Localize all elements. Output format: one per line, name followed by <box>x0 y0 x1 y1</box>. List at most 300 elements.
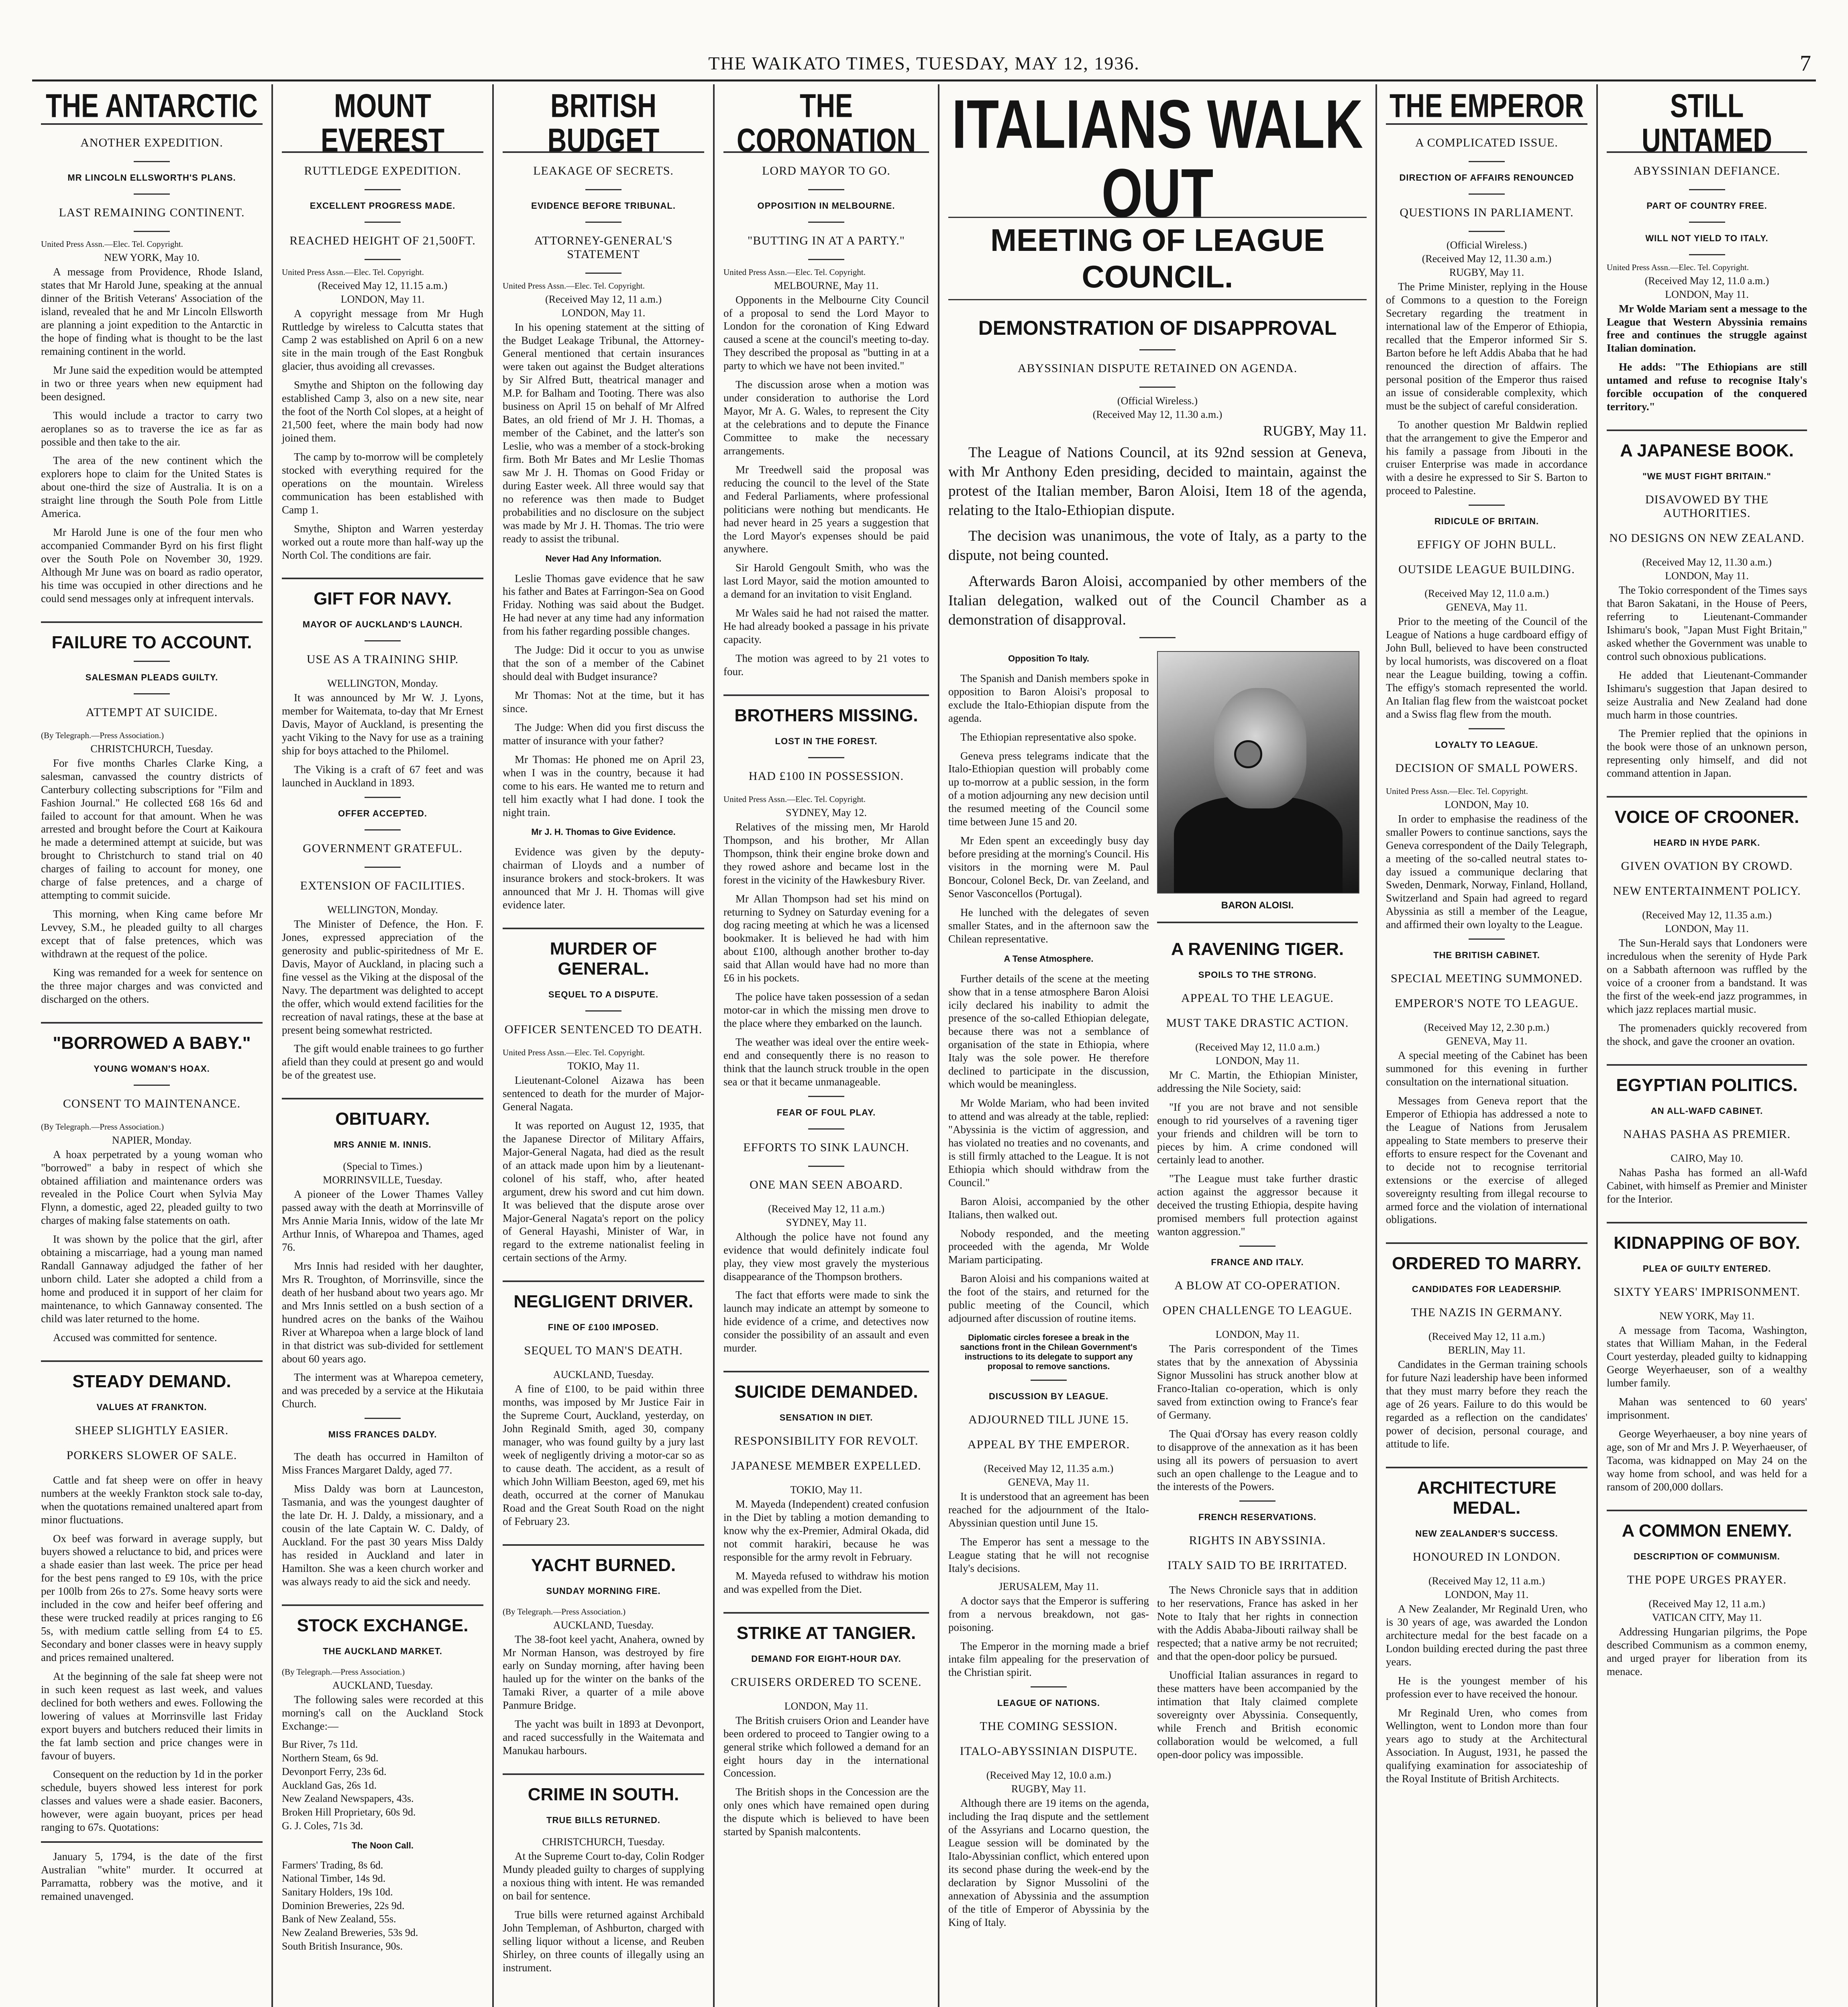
deck: NEW ENTERTAINMENT POLICY. <box>1613 884 1801 898</box>
deck: THE POPE URGES PRAYER. <box>1627 1573 1787 1586</box>
dateline: WELLINGTON, Monday. <box>327 678 438 690</box>
paragraph: Mr Wales said he had not raised the matter. He had already booked a passage in his private capacity. <box>723 607 929 646</box>
deck: YOUNG WOMAN'S HOAX. <box>94 1063 210 1074</box>
column-untamed <box>1598 84 1816 2007</box>
headline-everest: MOUNT EVEREST <box>320 87 445 159</box>
paragraph: Mahan was sentenced to 60 years' imprisonment. <box>1607 1396 1807 1421</box>
paragraph: "The League must take further drastic action against the aggressor because it deceived the trusting Ethiopia, despite having promised members full protection against wanton aggression." <box>1157 1172 1358 1238</box>
paragraph: The News Chronicle says that in addition to her reservations, France has asked in her Note to Italy that her rights in connection with the Addis Ababa-Jibouti railway shall be respected; that a native army be not recruited; and that the open-door policy be pursued. <box>1157 1584 1358 1663</box>
dateline: NAPIER, Monday. <box>112 1134 192 1146</box>
deck: ITALO-ABYSSINIAN DISPUTE. <box>960 1744 1138 1758</box>
paragraph: The Spanish and Danish members spoke in opposition to Baron Aloisi's proposal to exclude the Italo-Ethiopian dispute from the agenda. <box>948 672 1149 724</box>
divider <box>1469 193 1505 195</box>
dateline: MORRINSVILLE, Tuesday. <box>322 1174 443 1186</box>
wire-credit: (By Telegraph.—Press Association.) <box>282 1667 405 1677</box>
paragraph: Mr Eden spent an exceedingly busy day before presiding at the morning's Council. His visitors in the morning were M. Paul Boncour, Colonel Beck, Dr. van Zeeland, and Senor Vasconcellos (Portugal). <box>948 835 1149 900</box>
paragraph: Baron Aloisi and his companions waited at the foot of the stairs, and returned for the public meeting of the Council, which adjourned after discussion of routine items. <box>948 1272 1149 1325</box>
deck: THE AUCKLAND MARKET. <box>323 1646 442 1656</box>
paragraph: Nobody responded, and the meeting proceeded with the agenda, Mr Wolde Mariam participating. <box>948 1227 1149 1266</box>
deck: LOYALTY TO LEAGUE. <box>1435 739 1538 750</box>
list-item: National Timber, 14s 9d. <box>282 1873 386 1885</box>
deck: REACHED HEIGHT OF 21,500FT. <box>289 234 476 247</box>
deck: NO DESIGNS ON NEW ZEALAND. <box>1609 531 1805 545</box>
received-line: (Received May 12, 11.0 a.m.) <box>1195 1041 1320 1053</box>
paragraph: Mrs Innis had resided with her daughter, Mrs R. Troughton, of Morrinsville, since the death of her husband about two years ago. Mr and Mrs Innis settled on a bush section of a hundred acres on the banks of the Waihou River at Wharepoa when a large block of land in that district was sub-divided for settlement about 60 years ago. <box>282 1260 483 1365</box>
received-line: (Received May 12, 11 a.m.) <box>1428 1575 1545 1587</box>
wire-credit: United Press Assn.—Elec. Tel. Copyright. <box>282 267 424 277</box>
paragraph: Evidence was given by the deputy-chairman of Lloyds and a number of insurance brokers and stock-brokers. It was announced that Mr J. H. Thomas will give evidence later. <box>503 846 704 911</box>
wire-credit: United Press Assn.—Elec. Tel. Copyright. <box>723 794 866 804</box>
divider <box>1139 349 1176 350</box>
dateline: JERUSALEM, May 11. <box>998 1580 1099 1592</box>
lead-paragraph: The League of Nations Council, at its 92nd session at Geneva, with Mr Anthony Eden presiding, decided to maintain, against the protest of the Italian member, Baron Aloisi, Item 18 of the agenda, relating to the Italo-Ethiopian dispute. <box>948 444 1367 519</box>
deck: RESPONSIBILITY FOR REVOLT. <box>734 1434 919 1448</box>
deck: DEMAND FOR EIGHT-HOUR DAY. <box>751 1653 901 1664</box>
deck: JAPANESE MEMBER EXPELLED. <box>731 1459 921 1473</box>
divider <box>808 757 844 758</box>
divider <box>365 867 401 868</box>
divider <box>808 1128 844 1130</box>
paragraph: Opponents in the Melbourne City Council of a proposal to send the Lord Mayor to London for the coronation of King Edward caused a scene at the council's meeting to-day. They described the proposal as "butting in at a party to which we have not been invited." <box>723 293 929 372</box>
paragraph: Miss Daldy was born at Launceston, Tasmania, and was the youngest daughter of the late Dr. H. J. Daldy, a missionary, and a cousin of the late Captain W. C. Daldy, of Auckland. For the past 30 years Miss Daldy has resided in Auckland and later in Hamilton. She was a keen church worker and was always ready to aid the sick and needy. <box>282 1483 483 1588</box>
dateline: AUCKLAND, Tuesday. <box>553 1369 654 1381</box>
deck: EFFIGY OF JOHN BULL. <box>1417 538 1557 552</box>
paragraph: Messages from Geneva report that the Emperor of Ethiopia has addressed a note to the League of Nations from Jerusalem appealing to State members to preserve their efforts to ensure respect for the Covenant and to decide not to recognise territorial extensions or the exercise of alleged sovereignty resulting from illegal recourse to armed force and the violation of international obligations. <box>1386 1095 1587 1226</box>
paragraph: The Ethiopian representative also spoke. <box>960 731 1137 743</box>
lead-story-split <box>948 645 1367 2007</box>
deck: DECISION OF SMALL POWERS. <box>1395 761 1578 775</box>
paragraph: Mr June said the expedition would be attempted in two or three years when new equipment had been designed. <box>41 364 263 403</box>
received-line: (Received May 12, 2.30 p.m.) <box>1424 1022 1549 1034</box>
paragraph: Accused was committed for sentence. <box>53 1331 217 1343</box>
deck: SPECIAL MEETING SUMMONED. <box>1390 972 1583 985</box>
deck: EVIDENCE BEFORE TRIBUNAL. <box>531 200 676 211</box>
dateline: GENEVA, May 11. <box>1008 1476 1090 1488</box>
dateline: SYDNEY, May 12. <box>786 806 867 818</box>
dateline: MELBOURNE, May 11. <box>774 279 879 291</box>
deck: GIVEN OVATION BY CROWD. <box>1621 859 1793 873</box>
deck: OPEN CHALLENGE TO LEAGUE. <box>1162 1304 1353 1317</box>
headline-emperor: THE EMPEROR <box>1389 87 1584 124</box>
deck: OFFER ACCEPTED. <box>338 808 427 819</box>
deck: QUESTIONS IN PARLIAMENT. <box>1400 206 1574 220</box>
story-headline: ORDERED TO MARRY. <box>1386 1242 1587 1274</box>
paragraph: The 38-foot keel yacht, Anahera, owned by Mr Norman Hanson, was destroyed by fire early on Sunday morning, after having been hauled up for the winter on the banks of the Tamaki River, a quarter of a mile above Panmure Bridge. <box>503 1633 704 1712</box>
paragraph: Relatives of the missing men, Mr Harold Thompson, and his brother, Mr Allan Thompson, think their engine broke down and they rowed ashore and became lost in the forest in the vicinity of the Hawkesbury River. <box>723 820 929 886</box>
paragraph: Smythe and Shipton on the following day established Camp 3, also on a new site, near the foot of the North Col slopes, at a height of 21,500 feet, where the main body had now joined them. <box>282 379 483 444</box>
paragraph: The Emperor has sent a message to the League stating that he will not recognise Italy's decisions. <box>948 1535 1149 1574</box>
paragraph: The British cruisers Orion and Leander have been ordered to proceed to Tangier owing to a general strike which followed a demand for an eight hours day in the international Concession. <box>723 1714 929 1779</box>
deck: SENSATION IN DIET. <box>779 1413 873 1423</box>
paragraph: The Viking is a craft of 67 feet and was launched in Auckland in 1893. <box>282 763 483 789</box>
deck: DISCUSSION BY LEAGUE. <box>988 1391 1109 1402</box>
divider <box>1239 1500 1275 1502</box>
deck: FRENCH RESERVATIONS. <box>1198 1512 1316 1523</box>
paragraph: A New Zealander, Mr Reginald Uren, who is 30 years of age, was awarded the London architecture medal for the best facade on a London building erected during the past three years. <box>1386 1602 1587 1668</box>
dateline: LONDON, May 11. <box>1665 570 1749 582</box>
received-line: (Received May 12, 11 a.m.) <box>768 1203 884 1215</box>
divider <box>1139 387 1176 388</box>
dateline: LONDON, May 11. <box>1215 1329 1300 1341</box>
story-headline: CRIME IN SOUTH. <box>503 1773 704 1805</box>
wire-credit: United Press Assn.—Elec. Tel. Copyright. <box>503 1048 645 1058</box>
deck: SUNDAY MORNING FIRE. <box>546 1586 661 1596</box>
dateline: BERLIN, May 11. <box>1448 1344 1526 1356</box>
dateline: AUCKLAND, Tuesday. <box>332 1679 433 1691</box>
paragraph: The Judge: Did it occur to you as unwise that the son of a member of the Cabinet should deal with Budget insurance? <box>503 644 704 683</box>
paragraph: The discussion arose when a motion was under consideration to authorise the Lord Mayor, Mr A. G. Wales, to represent the City at the celebrations and to depute the Finance Committee to make the necessary arrangements. <box>723 379 929 457</box>
paragraph: A message from Providence, Rhode Island, states that Mr Harold June, speaking at the annual dinner of the British Veterans' Association of the island, revealed that he and Mr Lincoln Ellsworth are planning a joint expedition to the Antarctic in the hope of finding what is thought to be the last remaining continent in the world. <box>41 266 263 357</box>
divider <box>1139 637 1176 638</box>
paragraph: The Quai d'Orsay has every reason coldly to disapprove of the annexation as it has been using all its powers of persuasion to avert such an open challenge to the League and to the interests of the Powers. <box>1157 1427 1358 1493</box>
paragraph: It was shown by the police that the girl, after obtaining a miscarriage, had a young man named Randall Gannaway adjudged the father of her unborn child. Later she adopted a child from a home and produced it in support of her claim for maintenance, to which Gannaway consented. The child was later returned to the home. <box>41 1233 263 1325</box>
received-line: (Received May 12, 10.0 a.m.) <box>986 1769 1111 1781</box>
headline-italians-walk-out: ITALIANS WALK OUT <box>952 85 1363 232</box>
deck: CANDIDATES FOR LEADERSHIP. <box>1412 1284 1562 1295</box>
divider <box>1239 1246 1275 1247</box>
deck: THE BRITISH CABINET. <box>1433 950 1540 961</box>
list-item: Dominion Breweries, 22s 9d. <box>282 1899 405 1911</box>
paragraph: George Weyerhaeuser, a boy nine years of age, son of Mr and Mrs J. P. Weyerhaeuser, of Tacoma, was kidnapped on May 24 on the way home from school, and was held for a ransom of 200,000 dollars. <box>1607 1428 1807 1493</box>
wire-credit: United Press Assn.—Elec. Tel. Copyright. <box>1607 262 1749 272</box>
deck: DIRECTION OF AFFAIRS RENOUNCED <box>1399 173 1574 183</box>
deck: NAHAS PASHA AS PREMIER. <box>1623 1127 1791 1141</box>
list-item: G. J. Coles, 71s 3d. <box>282 1820 363 1832</box>
deck: OUTSIDE LEAGUE BUILDING. <box>1398 563 1575 576</box>
paragraph: A special meeting of the Cabinet has been summoned for this evening in further consultation on the international situation. <box>1386 1049 1587 1088</box>
paragraph: The death has occurred in Hamilton of Miss Frances Margaret Daldy, aged 77. <box>282 1451 483 1476</box>
dateline: LONDON, May 11. <box>561 307 646 319</box>
paragraph: Candidates in the German training schools for future Nazi leadership have been informed that they must marry before they reach the age of 26 years. Failure to do this would be regarded as a reflection on the candidates' power of decision, personal courage, and attitude to life. <box>1386 1358 1587 1450</box>
dateline: LONDON, May 11. <box>1215 1054 1300 1067</box>
paragraph: The Sun-Herald says that Londoners were incredulous when the serenity of Hyde Park on a Sabbath afternoon was ruffled by the voice of a crooner from a bandstand. It was the first of the week-end jazz programmes, in which jazz replaces martial music. <box>1607 937 1807 1015</box>
dateline: RUGBY, May 11. <box>1449 267 1524 279</box>
deck: SPOILS TO THE STRONG. <box>1198 969 1317 980</box>
divider <box>1689 222 1725 223</box>
paragraph: Lieutenant-Colonel Aizawa has been sentenced to death for the murder of Major-General Nagata. <box>503 1074 704 1113</box>
lead-paragraph: Afterwards Baron Aloisi, accompanied by other members of the Italian delegation, walked out of the Council Chamber as a demonstration of disapproval. <box>948 573 1367 628</box>
dateline: GENEVA, May 11. <box>1446 1035 1528 1047</box>
paragraph: Consequent on the reduction by 1d in the porker schedule, buyers showed less interest for pork classes and values were a shade easier. Baconers, however, were again buoyant, prices per head ranging to 67s. Quotations: <box>41 1768 263 1834</box>
paragraph: This morning, when King came before Mr Levvey, S.M., he pleaded guilty to all charges except that of false pretences, which was withdrawn at the request of the police. <box>41 908 263 960</box>
dateline: LONDON, May 11. <box>340 293 425 305</box>
divider <box>1031 1380 1067 1381</box>
paragraph: A copyright message from Mr Hugh Ruttledge by wireless to Calcutta states that Camp 2 was established on April 6 on a new site in the main trough of the East Rongbuk glacier, thus avoiding all crevasses. <box>282 307 483 372</box>
story-headline: EGYPTIAN POLITICS. <box>1607 1064 1807 1095</box>
deck: OPPOSITION IN MELBOURNE. <box>757 200 895 211</box>
deck: SHEEP SLIGHTLY EASIER. <box>75 1423 229 1437</box>
paragraph: Mr Wolde Mariam, who had been invited to attend and was already at the table, replied: "Abyssinia is the victim of aggression, and has violated no treaties and no covenants, and is still firmly attached to the League. It is not Ethiopia which should withdraw from the Council." <box>948 1097 1149 1189</box>
dateline: WELLINGTON, Monday. <box>327 904 438 916</box>
wire-credit: United Press Assn.—Elec. Tel. Copyright. <box>503 281 645 291</box>
paragraph: Mr Thomas: Not at the time, but it has since. <box>503 689 704 714</box>
paragraph: The Emperor in the morning made a brief intake film appealing for the preservation of the Christian spirit. <box>948 1640 1149 1679</box>
subhead: Mr J. H. Thomas to Give Evidence. <box>531 827 676 837</box>
dateline: LONDON, May 11. <box>1445 1588 1529 1600</box>
paragraph: Mr Harold June is one of the four men who accompanied Commander Byrd on his first flight over the South Pole on November 30, 1929. Although Mr June was on board as radio operator, his time was occupied in other directions and he could send messages only at infrequent intervals. <box>41 526 263 605</box>
deck: EXCELLENT PROGRESS MADE. <box>310 200 456 211</box>
paragraph: Mr Wolde Mariam sent a message to the League that Western Abyssinia remains free and continues the struggle against Italian domination. <box>1607 302 1807 354</box>
divider <box>365 640 401 641</box>
deck: FINE OF £100 IMPOSED. <box>548 1322 659 1333</box>
paragraph: The Judge: When did you first discuss the matter of insurance with your father? <box>503 721 704 747</box>
deck: WILL NOT YIELD TO ITALY. <box>1645 233 1769 243</box>
list-item: Broken Hill Proprietary, 60s 9d. <box>282 1806 416 1818</box>
deck: LOST IN THE FOREST. <box>775 736 878 746</box>
paragraph: A message from Tacoma, Washington, states that William Mahan, in the Federal Court yesterday, pleaded guilty to kidnapping George Weyerhaeuser, son of a wealthy lumber family. <box>1607 1324 1807 1389</box>
deck: ABYSSINIAN DEFIANCE. <box>1633 164 1780 177</box>
headline-coronation: THE CORONATION <box>736 87 916 159</box>
paragraph: He added that Lieutenant-Commander Ishimaru's suggestion that Japan desired to seize Australia and New Zealand had done much harm in those countries. <box>1607 669 1807 721</box>
deck: SALESMAN PLEADS GUILTY. <box>85 672 218 682</box>
paragraph: Although there are 19 items on the agenda, including the Iraq dispute and the settlement of the Assyrians and Locarno question, the League session will be dominated by the Italo-Abyssinian conflict, which entered upon its second phase during the week-end by the declaration by Signor Mussolini of the annexation of Abyssinia and the assumption of the title of Emperor of Abyssinia by the King of Italy. <box>948 1797 1149 1928</box>
subhead: Opposition To Italy. <box>1008 653 1090 664</box>
deck: THE NAZIS IN GERMANY. <box>1411 1306 1563 1319</box>
headline-antarctic: THE ANTARCTIC <box>46 87 258 124</box>
paragraph: It was reported on August 12, 1935, that the Japanese Director of Military Affairs, Major-General Nagata, had died as the result of an attack made upon him by a lieutenant-colonel of his staff, who, after heated argument, drew his sword and cut him down. It was believed that the dispute arose over Major-General Nagata's report on the policy of General Hayashi, Minister of War, in regard to the extreme nationalist feeling in certain sections of the Army. <box>503 1119 704 1264</box>
divider <box>134 161 170 162</box>
paragraph: A pioneer of the Lower Thames Valley passed away with the death at Morrinsville of Mrs Annie Maria Innis, widow of the late Mr Arthur Innis, of Wharepoa and Thames, aged 76. <box>282 1188 483 1254</box>
paragraph: Mr C. Martin, the Ethiopian Minister, addressing the Nile Society, said: <box>1157 1069 1358 1094</box>
lead-story-right <box>1157 645 1358 1767</box>
paragraph: Nahas Pasha has formed an all-Wafd Cabinet, with himself as Premier and Minister for the Interior. <box>1607 1166 1807 1205</box>
dateline: CHRISTCHURCH, Tuesday. <box>542 1836 665 1848</box>
list-item: Farmers' Trading, 8s 6d. <box>282 1859 383 1871</box>
paragraph: It was announced by Mr W. J. Lyons, member for Waitemata, to-day that Mr Ernest Davis, Mayor of Auckland, is presenting the yacht Viking to the Navy for use as a training ship for boys attached to the Philomel. <box>282 692 483 757</box>
deck: LORD MAYOR TO GO. <box>762 164 890 177</box>
subheadline: DEMONSTRATION OF DISAPPROVAL <box>978 317 1337 339</box>
photo-baron-aloisi <box>1157 651 1359 894</box>
dateline: TOKIO, May 11. <box>567 1060 640 1072</box>
deck: SIXTY YEARS' IMPRISONMENT. <box>1614 1285 1800 1299</box>
paragraph: It is understood that an agreement has been reached for the adjournment of the Italo-Abyssinian question until June 15. <box>948 1490 1149 1529</box>
paragraph: The yacht was built in 1893 at Devonport, and raced successfully in the Waitemata and Manukau harbours. <box>503 1718 704 1757</box>
deck: TRUE BILLS RETURNED. <box>546 1815 660 1826</box>
list-item: South British Insurance, 90s. <box>282 1940 403 1952</box>
paragraph: The weather was ideal over the entire week-end and consequently there is no reason to think that the launch struck trouble in the open sea or that it became unmanageable. <box>723 1036 929 1088</box>
paragraph: In order to emphasise the readiness of the smaller Powers to continue sanctions, says the Geneva correspondent of the Daily Telegraph, a meeting of the so-called neutral states to-day issued a communique declaring that Sweden, Denmark, Norway, Finland, Holland, Switzerland and Spain had agreed to regard Abyssinia as still a member of the League, and affirmed their own loyalty to the League. <box>1386 812 1587 931</box>
masthead <box>32 47 1816 81</box>
divider <box>585 273 621 274</box>
wire-credit: (By Telegraph.—Press Association.) <box>503 1606 626 1616</box>
deck: EFFORTS TO SINK LAUNCH. <box>743 1140 909 1154</box>
paragraph: A doctor says that the Emperor is suffering from a nervous breakdown, not gas-poisoning. <box>948 1594 1149 1633</box>
paragraph: Addressing Hungarian pilgrims, the Pope described Communism as a common enemy, and urged prayer for liberation from its menace. <box>1607 1625 1807 1677</box>
newspaper-page <box>32 84 1816 2007</box>
story-headline: YACHT BURNED. <box>503 1544 704 1575</box>
divider <box>1469 728 1505 729</box>
divider <box>41 1841 263 1843</box>
paragraph: The fact that efforts were made to sink the launch may indicate an attempt by someone to hide evidence of a crime, and detectives now consider the possibility of an assault and even murder. <box>723 1289 929 1354</box>
wire-credit: (By Telegraph.—Press Association.) <box>41 1122 164 1132</box>
deck: LEAKAGE OF SECRETS. <box>533 164 674 177</box>
headline-budget: BRITISH BUDGET <box>547 87 660 159</box>
paragraph: Smythe, Shipton and Warren yesterday worked out a route more than half-way up the North Col. The conditions are fair. <box>282 522 483 561</box>
divider <box>365 1418 401 1419</box>
story-headline: A JAPANESE BOOK. <box>1607 429 1807 461</box>
received-line: (Received May 12, 11.30 a.m.) <box>1092 409 1222 420</box>
paragraph: The interment was at Wharepoa cemetery, and was preceded by a service at the Hikutaia Church. <box>282 1371 483 1410</box>
deck: ABYSSINIAN DISPUTE RETAINED ON AGENDA. <box>1017 362 1298 375</box>
paragraph: The Prime Minister, replying in the House of Commons to a question to the Foreign Secretary regarding the treatment in international law of the Emperor of Ethiopia, recalled that the Emperor informed Sir S. Barton before he left Addis Ababa that he had renounced the direction of affairs. The personal position of the Emperor thus raised an issue of considerable complexity, which must be the subject of careful consideration. <box>1386 281 1587 412</box>
deck: MRS ANNIE M. INNIS. <box>334 1140 432 1150</box>
divider <box>365 189 401 190</box>
deck: LAST REMAINING CONTINENT. <box>59 206 245 220</box>
paragraph: He lunched with the delegates of seven smaller States, and in the afternoon saw the Chilean representative. <box>948 906 1149 945</box>
dateline: SYDNEY, May 11. <box>786 1216 867 1228</box>
wire-credit: United Press Assn.—Elec. Tel. Copyright. <box>723 267 866 277</box>
list-item: Sanitary Holders, 19s 10d. <box>282 1886 393 1898</box>
story-headline: STRIKE AT TANGIER. <box>723 1612 929 1643</box>
paragraph: Mr Thomas: He phoned me on April 23, when I was in the country, because it had come to his ears. He wanted me to return and tell him exactly what I had done. I took the night train. <box>503 753 704 818</box>
received-line: (Received May 12, 11.0 a.m.) <box>1644 275 1769 287</box>
deck: RIGHTS IN ABYSSINIA. <box>1189 1534 1326 1547</box>
special-note: (Special to Times.) <box>343 1160 422 1172</box>
dateline: LONDON, May 11. <box>784 1700 868 1712</box>
deck: "WE MUST FIGHT BRITAIN." <box>1642 471 1771 482</box>
paragraph: True bills were returned against Archibald John Templeman, of Ashburton, charged with selling liquor without a license, and Reuben Shirley, on three counts of illegally using an instrument. <box>503 1908 704 1974</box>
deck: ANOTHER EXPEDITION. <box>80 136 223 150</box>
story-headline: ARCHITECTURE MEDAL. <box>1386 1467 1587 1518</box>
dateline: LONDON, May 11. <box>1665 923 1749 935</box>
dateline: CAIRO, May 10. <box>1671 1152 1743 1164</box>
paragraph: M. Mayeda (Independent) created confusion in the Diet by tabling a motion demanding to know why the ex-Premier, Admiral Okada, did not commit harakiri, because he was responsible for the army revolt in February. <box>723 1498 929 1563</box>
deck: FEAR OF FOUL PLAY. <box>776 1107 876 1117</box>
divider <box>365 797 401 798</box>
deck: EXTENSION OF FACILITIES. <box>300 879 465 893</box>
deck: A BLOW AT CO-OPERATION. <box>1174 1279 1341 1293</box>
wireless-note: (Official Wireless.) <box>1446 239 1527 251</box>
received-line: (Received May 12, 11.0 a.m.) <box>1424 588 1549 600</box>
received-line: (Received May 12, 11 a.m.) <box>1428 1331 1545 1343</box>
deck: DISAVOWED BY THE AUTHORITIES. <box>1645 493 1769 520</box>
paragraph: Cattle and fat sheep were on offer in heavy numbers at the weekly Frankton stock sale to-day, when the quotations remained unaltered apart from minor fluctuations. <box>41 1474 263 1526</box>
deck: APPEAL BY THE EMPEROR. <box>967 1438 1130 1451</box>
deck: GOVERNMENT GRATEFUL. <box>303 842 463 855</box>
divider <box>1689 254 1725 255</box>
deck: MISS FRANCES DALDY. <box>328 1429 437 1440</box>
divider <box>134 193 170 195</box>
paragraph: "If you are not brave and not sensible enough to rid yourselves of a ravening tiger your friends and children will be torn to pieces by him. A crime condoned will certainly lead to another. <box>1157 1101 1358 1166</box>
divider <box>808 1166 844 1167</box>
photo-coat <box>1174 796 1343 893</box>
dateline: LONDON, May 10. <box>1445 798 1529 810</box>
paragraph: To another question Mr Baldwin replied that the arrangement to give the Emperor and his family a passage from Jibouti in the cruiser Enterprise was made in accordance with a desire he expressed to Sir S. Barton to proceed to Palestine. <box>1386 418 1587 497</box>
paragraph: This would include a tractor to carry two aeroplanes so as to traverse the ice as far as possible and then take to the air. <box>41 409 263 448</box>
deck: HONOURED IN LONDON. <box>1412 1550 1561 1563</box>
paragraph: The following sales were recorded at this morning's call on the Auckland Stock Exchange:— <box>282 1693 483 1732</box>
deck: OFFICER SENTENCED TO DEATH. <box>504 1023 703 1036</box>
divider <box>134 1085 170 1086</box>
story-headline: BROTHERS MISSING. <box>723 694 929 726</box>
divider <box>365 259 401 260</box>
divider <box>134 661 170 662</box>
deck: PART OF COUNTRY FREE. <box>1646 200 1767 211</box>
deck: EMPEROR'S NOTE TO LEAGUE. <box>1395 997 1579 1010</box>
list-item: Bank of New Zealand, 55s. <box>282 1913 396 1925</box>
subhead: The Noon Call. <box>352 1840 414 1850</box>
divider <box>808 222 844 223</box>
deck: MAYOR OF AUCKLAND'S LAUNCH. <box>302 619 463 630</box>
paragraph: Unofficial Italian assurances in regard to these matters have been accompanied by the intimation that Italy claimed complete sovereignty over Abyssinia. Consequently, while French and British economic collaboration would be welcomed, a full open-door policy was impossible. <box>1157 1669 1358 1761</box>
deck: "BUTTING IN AT A PARTY." <box>747 234 905 247</box>
paragraph: Geneva press telegrams indicate that the Italo-Ethiopian question will probably come up to-morrow at a public session, in the form of a motion adjourning any new decision until the resumed meeting of the Council some time between June 15 and 20. <box>948 749 1149 828</box>
paragraph: The Tokio correspondent of the Times says that Baron Sakatani, in the House of Peers, referring to Lieutenant-Commander Ishimaru's book, "Japan Must Fight Britain," asked whether the Government was unable to control such obnoxious publications. <box>1607 584 1807 662</box>
dateline: NEW YORK, May 10. <box>104 252 200 264</box>
received-line: (Received May 12, 11 a.m.) <box>1648 1598 1765 1610</box>
paragraph: Mr Treedwell said the proposal was reducing the council to the level of the State and Federal Parliaments, where professional politicians were nothing but mendicants. He had never heard in 25 years a suggestion that the Lord Mayor's expenses should be paid anywhere. <box>723 463 929 555</box>
deck: THE COMING SESSION. <box>980 1720 1118 1733</box>
divider <box>808 189 844 190</box>
divider <box>365 222 401 223</box>
divider <box>585 189 621 190</box>
received-line: (Received May 12, 11.30 a.m.) <box>1642 556 1772 568</box>
paragraph: The Minister of Defence, the Hon. F. Jones, expressed appreciation of the generosity and public-spiritedness of Mr E. Davis, Mayor of Auckland, in placing such a fine vessel as the Viking at the disposal of the Navy. The department was delighted to accept the offer, which would extend facilities for the recreation of naval ratings, these at the base at present being somewhat restricted. <box>282 918 483 1036</box>
dateline: NEW YORK, May 11. <box>1659 1310 1754 1322</box>
photo-caption: BARON ALOISI. <box>1221 900 1294 911</box>
divider <box>1469 938 1505 940</box>
deck: NEW ZEALANDER'S SUCCESS. <box>1415 1528 1558 1539</box>
column-lead-story <box>939 84 1377 2007</box>
paragraph: He is the youngest member of his profession ever to have received the honour. <box>1386 1674 1587 1700</box>
story-headline: NEGLIGENT DRIVER. <box>503 1280 704 1312</box>
paragraph: A fine of £100, to be paid within three months, was imposed by Mr Justice Fair in the Supreme Court, Auckland, yesterday, on John Reginald Smith, aged 30, company manager, who was found guilty by a jury last week of negligently driving a motor-car so as to cause death. The accident, as a result of which John William Beeston, aged 69, met his death, occurred at the corner of Manukau Road and the Great South Road on the night of February 23. <box>503 1383 704 1527</box>
list-item: Devonport Ferry, 23s 6d. <box>282 1765 387 1777</box>
deck: RIDICULE OF BRITAIN. <box>1434 516 1539 527</box>
deck: MR LINCOLN ELLSWORTH'S PLANS. <box>67 173 236 183</box>
list-item: Northern Steam, 6s 9d. <box>282 1752 379 1764</box>
column-emperor <box>1377 84 1598 2007</box>
paragraph: Sir Harold Gengoult Smith, who was the last Lord Mayor, said the motion amounted to a demand for an invitation to visit England. <box>723 562 929 600</box>
story-headline: STEADY DEMAND. <box>41 1360 263 1392</box>
received-line: (Received May 12, 11.35 a.m.) <box>984 1463 1114 1475</box>
deck: VALUES AT FRANKTON. <box>96 1402 207 1412</box>
story-headline: MURDER OF GENERAL. <box>503 928 704 979</box>
divider <box>808 1096 844 1097</box>
paragraph: In his opening statement at the sitting of the Budget Leakage Tribunal, the Attorney-General mentioned that certain insurances were taken out against the Budget alterations by Sir Alfred Butt, theatrical manager and M.P. for Balham and Tooting. There was also business on April 15 on behalf of Mr Alfred Bates, an old friend of Mr J. H. Thomas, a member of the Cabinet, and the latter's son Leslie, who was a member of a stock-broking firm. Both Mr Bates and Mr Leslie Thomas saw Mr J. H. Thomas on Good Friday or during Easter week. All three would say that no reference was then made to Budget probabilities and no disclosure on the subject was made by Mr J. H. Thomas. The trio were ready to assist the tribunal. <box>503 321 704 545</box>
paragraph: Leslie Thomas gave evidence that he saw his father and Bates at Farringon-Sea on Good Friday. Nothing was said about the Budget. He had never at any time had any information from his father regarding possible changes. <box>503 572 704 637</box>
list-item: New Zealand Breweries, 53s 9d. <box>282 1927 418 1939</box>
column-antarctic <box>32 84 273 2007</box>
divider <box>1157 922 1358 923</box>
dateline: CHRISTCHURCH, Tuesday. <box>90 743 213 755</box>
dateline: GENEVA, May 11. <box>1446 601 1528 613</box>
deck: ONE MAN SEEN ABOARD. <box>750 1178 903 1191</box>
deck: USE AS A TRAINING SHIP. <box>306 653 459 666</box>
paragraph: The promenaders quickly recovered from the shock, and gave the crooner an ovation. <box>1607 1022 1807 1047</box>
page-number: 7 <box>1800 51 1812 76</box>
divider <box>1031 1686 1067 1687</box>
lead-story-left <box>948 645 1149 1935</box>
paragraph: He adds: "The Ethiopians are still untamed and refuse to recognise Italy's forcible occupation of the conquered territory." <box>1607 361 1807 413</box>
divider <box>1689 189 1725 190</box>
story-headline: "BORROWED A BABY." <box>41 1022 263 1053</box>
paragraph: Although the police have not found any evidence that would definitely indicate foul play, they view most gravely the mysterious disappearance of the Thompson brothers. <box>723 1230 929 1282</box>
deck: CONSENT TO MAINTENANCE. <box>63 1097 241 1110</box>
deck: MUST TAKE DRASTIC ACTION. <box>1166 1016 1349 1030</box>
dateline: VATICAN CITY, May 11. <box>1652 1611 1762 1623</box>
paragraph: The British shops in the Concession are the only ones which have remained open during the dispute which is believed to have been started by Spanish malcontents. <box>723 1786 929 1838</box>
paragraph: The Premier replied that the opinions in the book were those of an unknown person, representing only himself, and did not command attention in Japan. <box>1607 727 1807 780</box>
paragraph: Mr Reginald Uren, who comes from Wellington, went to London more than four years ago to study at the Architectural Association. In August, 1931, he passed the qualifying examination for associateship of the Royal Institute of British Architects. <box>1386 1706 1587 1785</box>
deck: FRANCE AND ITALY. <box>1211 1257 1304 1268</box>
divider <box>808 259 844 260</box>
deck: LEAGUE OF NATIONS. <box>997 1698 1100 1708</box>
wire-credit: United Press Assn.—Elec. Tel. Copyright. <box>41 239 183 249</box>
paragraph: Baron Aloisi, accompanied by the other Italians, then walked out. <box>948 1195 1149 1221</box>
deck: ITALY SAID TO BE IRRITATED. <box>1167 1559 1347 1572</box>
deck: ATTORNEY-GENERAL'S STATEMENT <box>534 234 673 261</box>
